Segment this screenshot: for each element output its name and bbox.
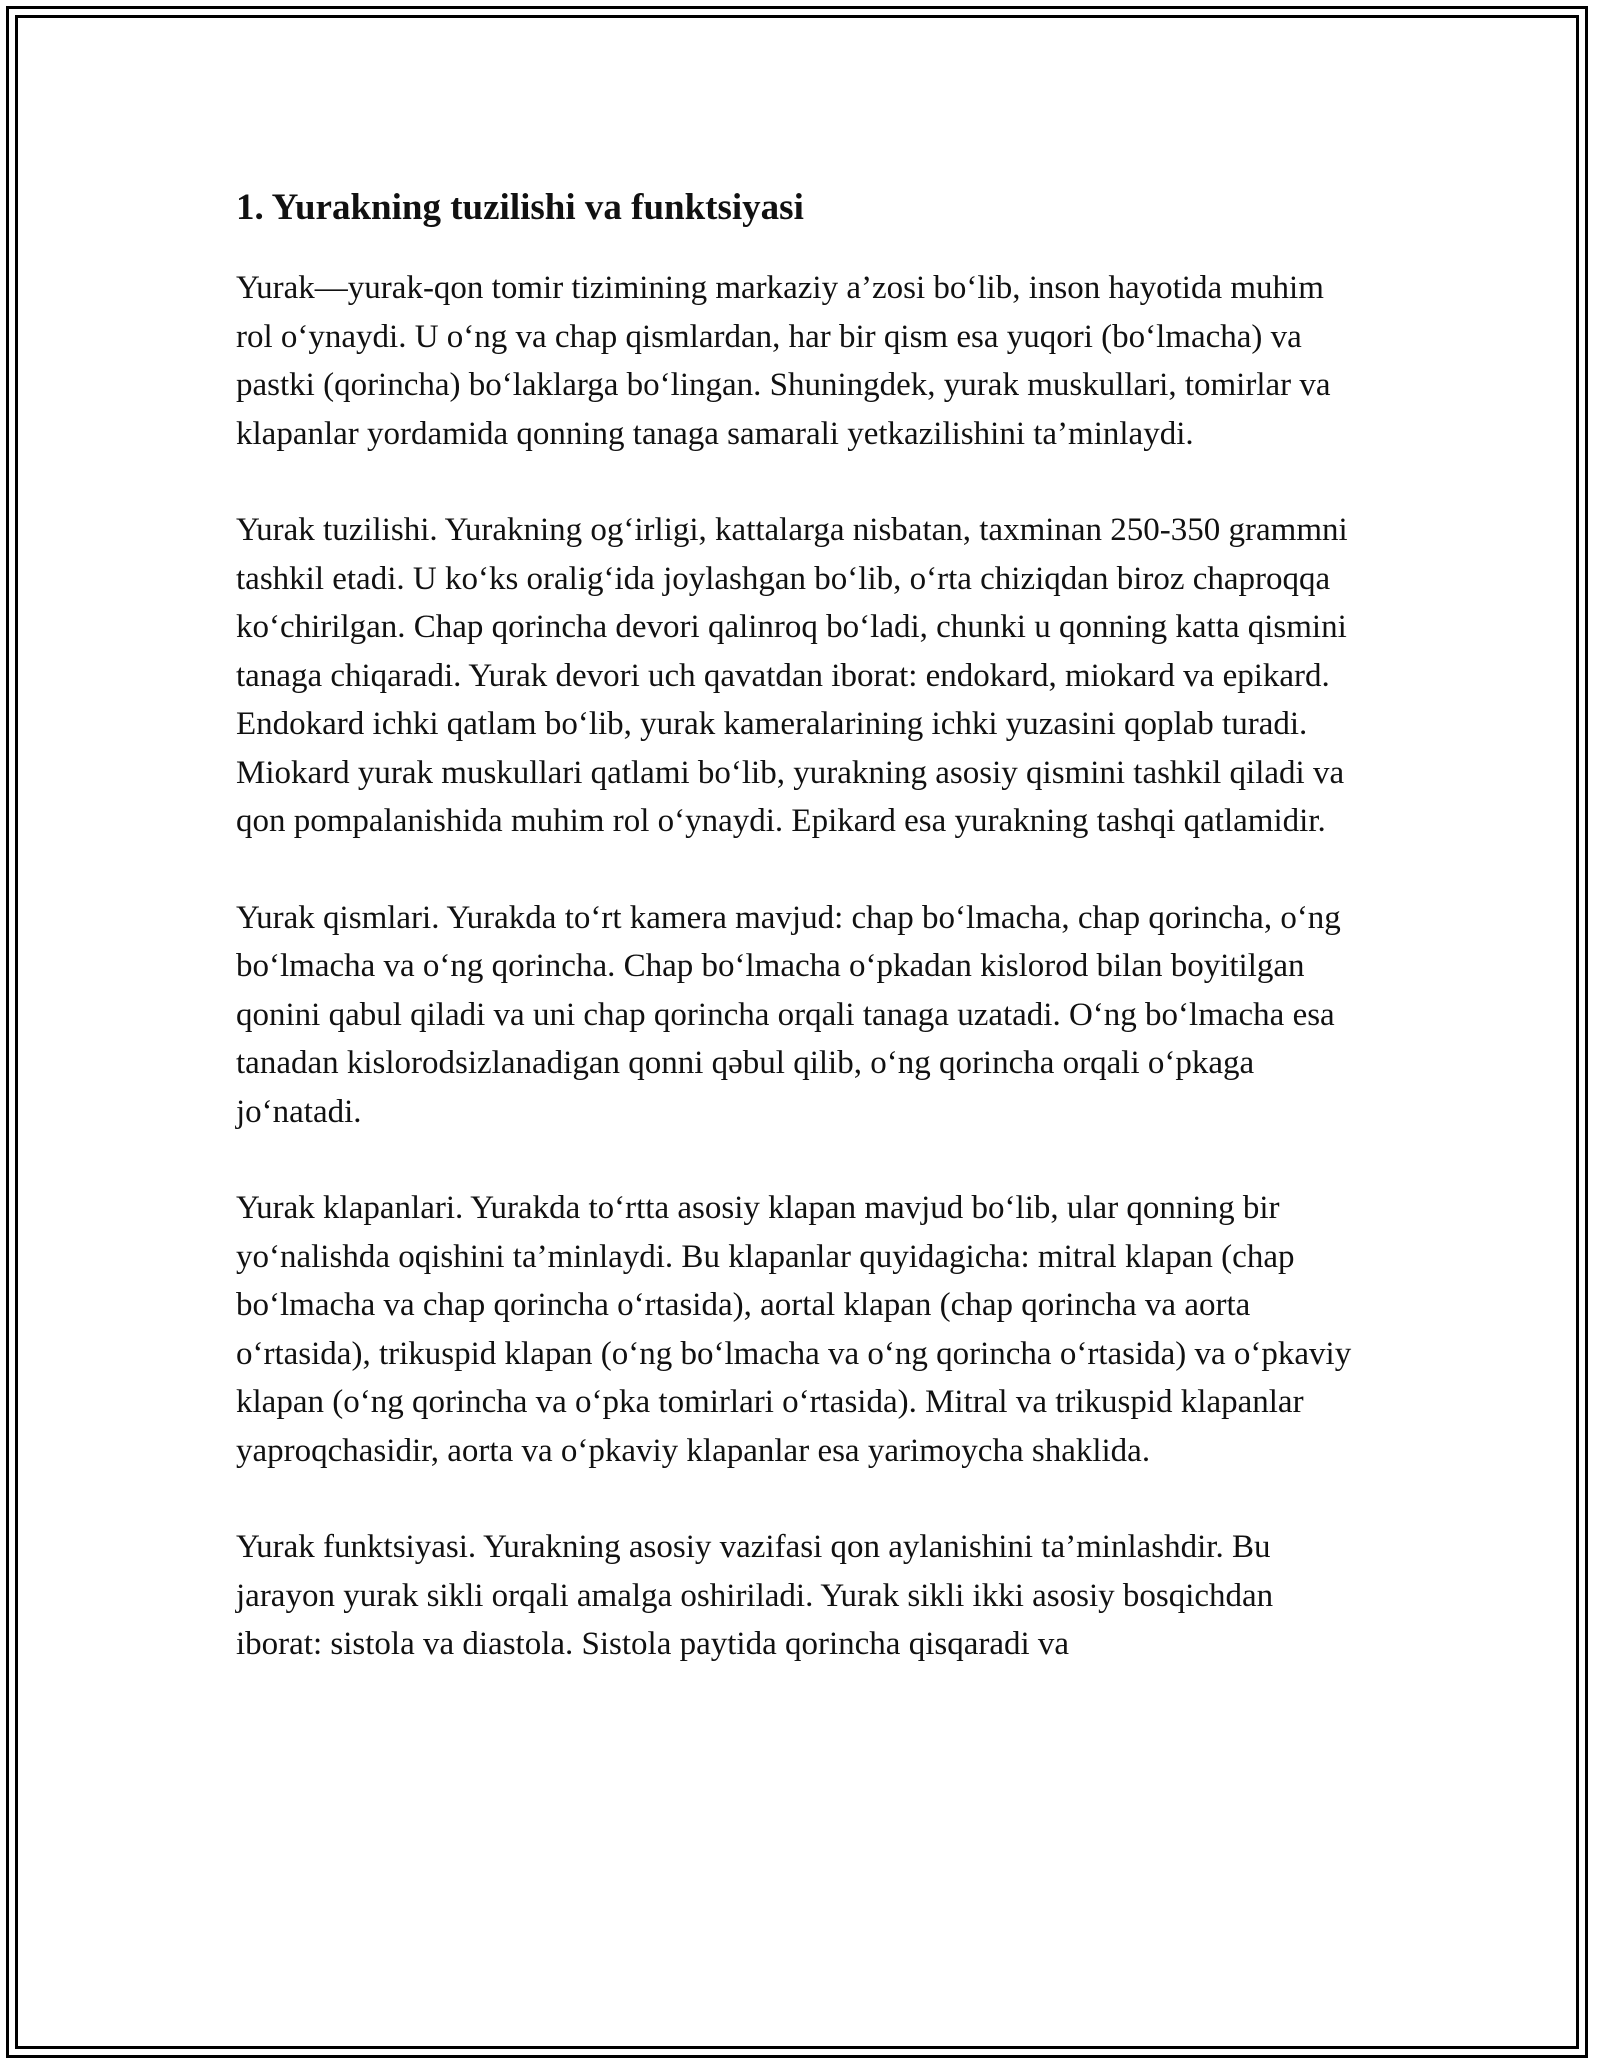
- paragraph-heart-structure: Yurak tuzilishi. Yurakning og‘irligi, kattalarga nisbatan, taxminan 250-350 grammni tashkil etadi. U ko‘ks oralig‘ida joylashgan bo‘lib, o‘rta chiziqdan biroz chaproqqa ko‘chirilgan. Chap qorincha devori qalinroq bo‘ladi, chunki u qonning katta qismini tanaga chiqaradi. Yurak devori uch qavatdan iborat: endokard, miokard va epikard. Endokard ichki qatlam bo‘lib, yurak kameralarining ichki yuzasini qoplab turadi. Miokard yurak muskullari qatlami bo‘lib, yurakning asosiy qismini tashkil qiladi va qon pompalanishida muhim rol o‘ynaydi. Epikard esa yurakning tashqi qatlamidir.: [236, 512, 1348, 839]
- document-body: [236, 186, 1366, 1669]
- section-heading: 1. Yurakning tuzilishi va funktsiyasi: [236, 187, 804, 228]
- paragraph-heart-valves: Yurak klapanlari. Yurakda to‘rtta asosiy klapan mavjud bo‘lib, ular qonning bir yo‘nalishda oqishini ta’minlaydi. Bu klapanlar quyidagicha: mitral klapan (chap bo‘lmacha va chap qorincha o‘rtasida), aortal klapan (chap qorincha va aorta o‘rtasida), trikuspid klapan (o‘ng bo‘lmacha va o‘ng qorincha o‘rtasida) va o‘pkaviy klapan (o‘ng qorincha va o‘pka tomirlari o‘rtasida). Mitral va trikuspid klapanlar yaproqchasidir, aorta va o‘pkaviy klapanlar esa yarimoycha shaklida.: [236, 1190, 1352, 1469]
- paragraph-heart-chambers: Yurak qismlari. Yurakda to‘rt kamera mavjud: chap bo‘lmacha, chap qorincha, o‘ng bo‘lmacha va o‘ng qorincha. Chap bo‘lmacha o‘pkadan kislorod bilan boyitilgan qonini qabul qiladi va uni chap qorincha orqali tanaga uzatadi. O‘ng bo‘lmacha esa tanadan kislorodsizlanadigan qonni qəbul qilib, o‘ng qorincha orqali o‘pkaga jo‘natadi.: [236, 899, 1341, 1130]
- paragraph-intro: Yurak—yurak-qon tomir tizimining markaziy a’zosi bo‘lib, inson hayotida muhim rol o‘ynaydi. U o‘ng va chap qismlardan, har bir qism esa yuqori (bo‘lmacha) va pastki (qorincha) bo‘laklarga bo‘lingan. Shuningdek, yurak muskullari, tomirlar va klapanlar yordamida qonning tanaga samarali yetkazilishini ta’minlaydi.: [236, 270, 1331, 452]
- paragraph-heart-function: Yurak funktsiyasi. Yurakning asosiy vazifasi qon aylanishini ta’minlashdir. Bu jarayon yurak sikli orqali amalga oshiriladi. Yurak sikli ikki asosiy bosqichdan iborat: sistola va diastola. Sistola paytida qorincha qisqaradi va: [236, 1529, 1274, 1662]
